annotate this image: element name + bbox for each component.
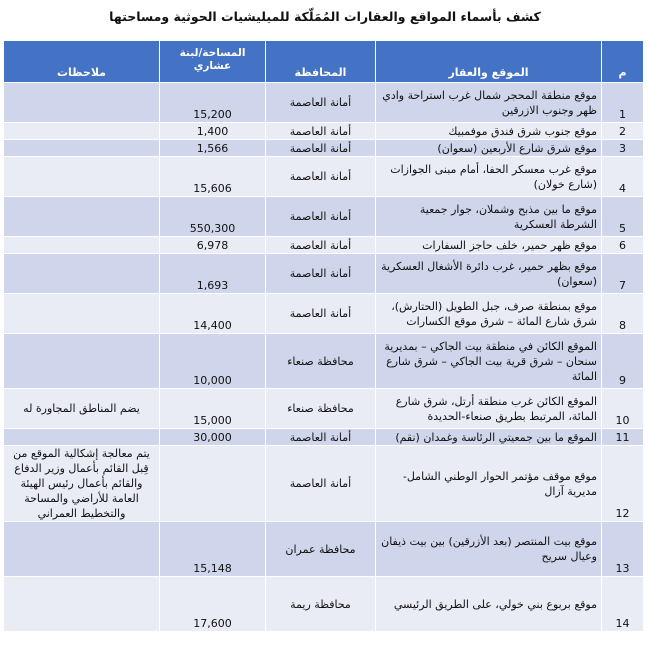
table-row	[4, 254, 644, 294]
site-cell: موقع بظهر حمير، غرب دائرة الأشغال العسكرية (سعوان)	[376, 254, 602, 294]
row-number: 5	[602, 197, 644, 237]
table-row	[4, 123, 644, 140]
area-cell: 15,000	[160, 389, 266, 429]
site-cell: الموقع الكائن غرب منطقة أرتل، شرق شارع المائة، المرتبط بطريق صنعاء-الحديدة	[376, 389, 602, 429]
area-cell: 30,000	[160, 429, 266, 446]
governorate-cell: أمانة العاصمة	[266, 197, 376, 237]
area-cell: 1,693	[160, 254, 266, 294]
governorate-cell: محافظة صنعاء	[266, 389, 376, 429]
notes-cell	[4, 237, 160, 254]
area-cell: 1,566	[160, 140, 266, 157]
table-row	[4, 522, 644, 577]
governorate-cell: أمانة العاصمة	[266, 123, 376, 140]
governorate-cell: أمانة العاصمة	[266, 140, 376, 157]
table-row	[4, 577, 644, 632]
area-cell: 15,148	[160, 522, 266, 577]
table-row	[4, 157, 644, 197]
table-header-row	[4, 41, 644, 83]
governorate-cell: أمانة العاصمة	[266, 157, 376, 197]
row-number: 12	[602, 446, 644, 522]
row-number: 2	[602, 123, 644, 140]
row-number: 14	[602, 577, 644, 632]
notes-cell	[4, 157, 160, 197]
governorate-cell: محافظة عمران	[266, 522, 376, 577]
area-cell: 1,400	[160, 123, 266, 140]
table-row	[4, 197, 644, 237]
row-number: 6	[602, 237, 644, 254]
notes-cell: يضم المناطق المجاورة له	[4, 389, 160, 429]
notes-cell	[4, 140, 160, 157]
table-body	[4, 83, 644, 632]
site-cell: موقع بيت المنتصر (بعد الأزرقين) بين بيت ذيفان وعيال سريح	[376, 522, 602, 577]
page-title: كشف بأسماء المواقع والعقارات المُمَلّكة للميليشيات الحوثية ومساحتها	[109, 9, 541, 24]
notes-cell	[4, 429, 160, 446]
site-cell: موقع شرق شارع الأربعين (سعوان)	[376, 140, 602, 157]
governorate-cell: أمانة العاصمة	[266, 254, 376, 294]
notes-cell	[4, 254, 160, 294]
area-cell: 15,606	[160, 157, 266, 197]
row-number: 9	[602, 334, 644, 389]
area-cell	[160, 446, 266, 522]
governorate-cell: أمانة العاصمة	[266, 429, 376, 446]
site-cell: الموقع الكائن في منطقة بيت الجاكي – بمديرية سنحان – شرق قرية بيت الجاكي – شرق شارع المائة	[376, 334, 602, 389]
row-number: 8	[602, 294, 644, 334]
header-notes: ملاحظات	[4, 41, 160, 83]
table-row	[4, 294, 644, 334]
governorate-cell: أمانة العاصمة	[266, 294, 376, 334]
governorate-cell: أمانة العاصمة	[266, 83, 376, 123]
header-area: المساحة/لبنة عشاري	[160, 41, 266, 83]
table-row	[4, 429, 644, 446]
notes-cell	[4, 577, 160, 632]
site-cell: موقع ما بين مذبح وشملان، جوار جمعية الشرطة العسكرية	[376, 197, 602, 237]
notes-cell	[4, 294, 160, 334]
notes-cell	[4, 334, 160, 389]
area-cell: 14,400	[160, 294, 266, 334]
site-cell: موقع بربوع بني خولي، على الطريق الرئيسي	[376, 577, 602, 632]
governorate-cell: أمانة العاصمة	[266, 237, 376, 254]
row-number: 4	[602, 157, 644, 197]
notes-cell	[4, 522, 160, 577]
notes-cell	[4, 197, 160, 237]
site-cell: موقع موقف مؤتمر الحوار الوطني الشامل- مديرية آزال	[376, 446, 602, 522]
table-row	[4, 140, 644, 157]
site-cell: موقع بمنطقة صرف، جبل الطويل (الحتارش)، شرق شارع المائة – شرق موقع الكسارات	[376, 294, 602, 334]
row-number: 11	[602, 429, 644, 446]
row-number: 3	[602, 140, 644, 157]
governorate-cell: أمانة العاصمة	[266, 446, 376, 522]
table-row	[4, 83, 644, 123]
row-number: 7	[602, 254, 644, 294]
table-row	[4, 389, 644, 429]
governorate-cell: محافظة صنعاء	[266, 334, 376, 389]
site-cell: موقع منطقة المحجر شمال غرب استراحة وادي ظهر وجنوب الازرقين	[376, 83, 602, 123]
notes-cell	[4, 83, 160, 123]
notes-cell	[4, 123, 160, 140]
area-cell: 17,600	[160, 577, 266, 632]
table-row	[4, 237, 644, 254]
table-row	[4, 334, 644, 389]
area-cell: 6,978	[160, 237, 266, 254]
sites-table	[3, 40, 644, 632]
site-cell: موقع ظهر حمير، خلف حاجز السفارات	[376, 237, 602, 254]
site-cell: موقع جنوب شرق فندق موفمبيك	[376, 123, 602, 140]
header-site: الموقع والعقار	[376, 41, 602, 83]
table-row	[4, 446, 644, 522]
area-cell: 550,300	[160, 197, 266, 237]
area-cell: 10,000	[160, 334, 266, 389]
notes-cell: يتم معالجة إشكالية الموقع من قِبل القائم بأعمال وزير الدفاع والقائم بأعمال رئيس الهيئة العامة للأراضي والمساحة والتخطيط العمراني	[4, 446, 160, 522]
site-cell: موقع غرب معسكر الحفا، أمام مبنى الجوازات (شارع خولان)	[376, 157, 602, 197]
row-number: 13	[602, 522, 644, 577]
header-governorate: المحافظة	[266, 41, 376, 83]
governorate-cell: محافظة ريمة	[266, 577, 376, 632]
area-cell: 15,200	[160, 83, 266, 123]
row-number: 1	[602, 83, 644, 123]
site-cell: الموقع ما بين جمعيتي الرئاسة وغمدان (نقم)	[376, 429, 602, 446]
row-number: 10	[602, 389, 644, 429]
header-num: م	[602, 41, 644, 83]
